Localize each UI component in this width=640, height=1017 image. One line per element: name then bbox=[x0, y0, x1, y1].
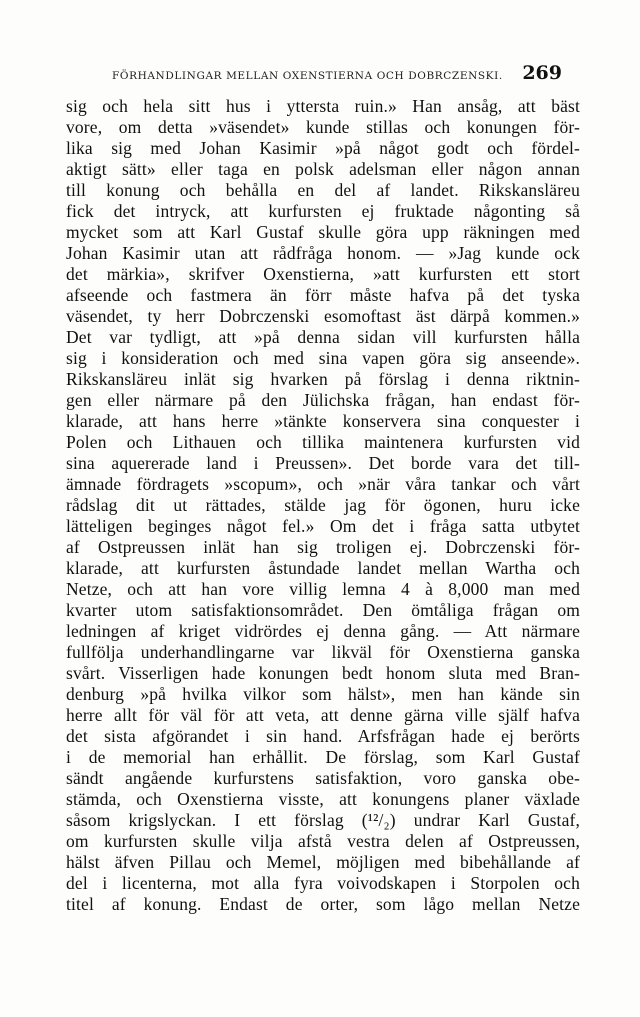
text-line: Rikskansläreu inlät sig hvarken på förslag i denna riktnin- bbox=[66, 369, 580, 389]
text-line: hälst äfven Pillau och Memel, möjligen med bibehållande af bbox=[66, 852, 580, 872]
running-header bbox=[112, 62, 562, 86]
text-line: af Ostpreussen inlät han sig troligen ej. Dobrczenski för- bbox=[66, 537, 580, 557]
text-line: väsendet, ty herr Dobrczenski esomoftast äst därpå kommen.» bbox=[66, 306, 580, 326]
text-line: det sista afgörandet i sin hand. Arfsfrågan hade ej berörts bbox=[66, 726, 580, 746]
text-line: herre allt för väl för att veta, att denne gärna ville själf hafva bbox=[66, 705, 580, 725]
text-line: det märkia», skrifver Oxenstierna, »att kurfursten ett stort bbox=[66, 264, 580, 284]
text-line: mycket som att Karl Gustaf skulle göra upp räkningen med bbox=[66, 222, 580, 242]
text-line: ledningen af kriget vidrördes ej denna gång. — Att närmare bbox=[66, 621, 580, 641]
text-line: stämda, och Oxenstierna visste, att konungens planer växlade bbox=[66, 789, 580, 809]
text-line: fullfölja underhandlingarne var likväl för Oxenstierna ganska bbox=[66, 642, 580, 662]
text-line: fick det intryck, att kurfursten ej fruktade någonting så bbox=[66, 201, 580, 221]
text-line: till konung och behålla en del af landet. Rikskansläreu bbox=[66, 180, 580, 200]
text-line: gen eller närmare på den Jülichska frågan, han endast för- bbox=[66, 390, 580, 410]
text-line: lätteligen beginges något fel.» Om det i fråga satta utbytet bbox=[66, 516, 580, 536]
text-line: vore, om detta »väsendet» kunde stillas och konungen för- bbox=[66, 117, 580, 137]
text-line: Netze, och att han vore villig lemna 4 à 8,000 man med bbox=[66, 579, 580, 599]
text-line: ämnade fördragets »scopum», och »när våra tankar och vårt bbox=[66, 474, 580, 494]
text-line: titel af konung. Endast de orter, som lågo mellan Netze bbox=[66, 894, 580, 914]
text-line: Det var tydligt, att »på denna sidan vill kurfursten hålla bbox=[66, 327, 580, 347]
text-line: Johan Kasimir utan att rådfråga honom. — »Jag kunde ock bbox=[66, 243, 580, 263]
text-line: rådslag dit ut rättades, stälde jag för ögonen, huru icke bbox=[66, 495, 580, 515]
body-text bbox=[66, 96, 580, 915]
text-line: klarade, att hans herre »tänkte konservera sina conquester i bbox=[66, 411, 580, 431]
header-title: FÖRHANDLINGAR MELLAN OXENSTIERNA OCH DOBRCZENSKI. bbox=[112, 70, 503, 82]
text-line: aktigt sätt» eller taga en polsk adelsman eller någon annan bbox=[66, 159, 580, 179]
text-line: kvarter utom satisfaktionsområdet. Den ömtåliga frågan om bbox=[66, 600, 580, 620]
text-line: lika sig med Johan Kasimir »på något godt och fördel- bbox=[66, 138, 580, 158]
text-line: denburg »på hvilka vilkor som hälst», men han kände sin bbox=[66, 684, 580, 704]
text-line: sändt angående kurfurstens satisfaktion, voro ganska obe- bbox=[66, 768, 580, 788]
text-line: klarade, att kurfursten åstundade landet mellan Wartha och bbox=[66, 558, 580, 578]
text-line: om kurfursten skulle vilja afstå vestra delen af Ostpreussen, bbox=[66, 831, 580, 851]
text-line: sina aquererade land i Preussen». Det borde vara det till- bbox=[66, 453, 580, 473]
text-line: såsom krigslyckan. I ett förslag (¹²/₂) undrar Karl Gustaf, bbox=[66, 810, 580, 830]
text-line: Polen och Lithauen och tillika maintenera kurfursten vid bbox=[66, 432, 580, 452]
text-line: del i licenterna, mot alla fyra voivodskapen i Storpolen och bbox=[66, 873, 580, 893]
text-line: svårt. Visserligen hade konungen bedt honom sluta med Bran- bbox=[66, 663, 580, 683]
text-line: i de memorial han erhållit. De förslag, som Karl Gustaf bbox=[66, 747, 580, 767]
text-line: sig och hela sitt hus i yttersta ruin.» Han ansåg, att bäst bbox=[66, 96, 580, 116]
text-line: afseende och fastmera än förr måste hafva på det tyska bbox=[66, 285, 580, 305]
text-line: sig i konsideration och med sina vapen göra sig anseende». bbox=[66, 348, 580, 368]
page-number: 269 bbox=[522, 62, 562, 84]
